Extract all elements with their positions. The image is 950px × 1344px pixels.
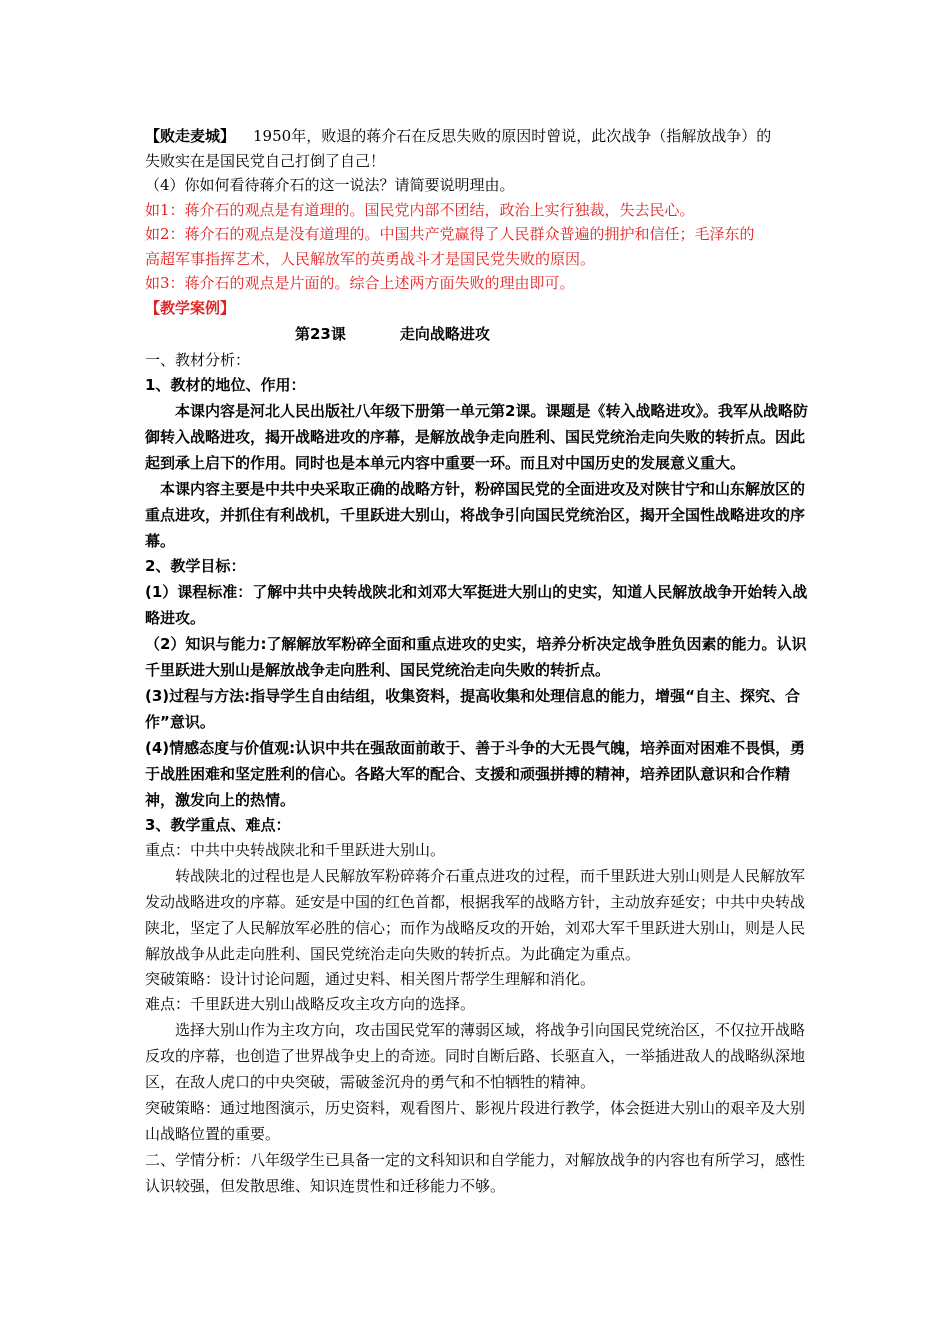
heading-keypoints: 3、教学重点、难点： xyxy=(145,816,291,834)
answer-2-line1: 如2：蒋介石的观点是没有道理的。中国共产党赢得了人民群众普遍的拥护和信任；毛泽东的 xyxy=(145,225,755,243)
lesson-number: 第23课 xyxy=(295,325,346,343)
key-point-paragraph: 转战陕北的过程也是人民解放军粉碎蒋介石重点进攻的过程，而千里跃进大别山则是人民解放军发动战略进攻的序幕。延安是中国的红色首都，根据我军的战略方针，主动放弃延安；中共中央转战陕北，坚定了人民解放军必胜的信心；而作为战略反攻的开始，刘邓大军千里跃进大别山，则是人民解放战争从此走向胜利、国民党统治走向失败的转折点。为此确定为重点。 xyxy=(145,867,806,963)
position-paragraph-2: 本课内容主要是中共中央采取正确的战略方针，粉碎国民党的全面进攻及对陕甘宁和山东解放区的重点进攻，并抓住有利战机，千里跃进大别山，将战争引向国民党统治区，揭开全国性战略进攻的序幕。 xyxy=(145,480,806,550)
lesson-title xyxy=(145,320,810,348)
lesson-name: 走向战略进攻 xyxy=(399,325,490,343)
heading-students: 二、学情分析：八年级学生已具备一定的文科知识和自学能力，对解放战争的内容也有所学习，感性认识较强，但发散思维、知识连贯性和迁移能力不够。 xyxy=(145,1151,806,1195)
heading-position: 1、教材的地位、作用： xyxy=(145,376,306,394)
strategy-1: 突破策略：设计讨论问题，通过史料、相关图片帮学生理解和消化。 xyxy=(145,970,596,988)
answer-2-line2: 高超军事指挥艺术，人民解放军的英勇战斗才是国民党失败的原因。 xyxy=(145,249,596,268)
goal-4: (4)情感态度与价值观:认识中共在强敌面前敢于、善于斗争的大无畏气魄，培养面对困难不畏惧，勇于战胜困难和坚定胜利的信心。各路大军的配合、支援和顽强拼搏的精神，培养团队意识和合作精神，激发向上的热情。 xyxy=(145,739,806,809)
defeat-paragraph-line1 xyxy=(145,124,810,149)
teaching-case-heading: 【教学案例】 xyxy=(145,298,236,317)
heading-analysis: 一、教材分析： xyxy=(145,351,251,369)
document-content xyxy=(145,124,810,1199)
position-paragraph-1: 本课内容是河北人民出版社八年级下册第一单元第2课。课题是《转入战略进攻》。我军从战略防御转入战略进攻，揭开战略进攻的序幕，是解放战争走向胜利、国民党统治走向失败的转折点。因此起到承上启下的作用。同时也是本单元内容中重要一环。而且对中国历史的发展意义重大。 xyxy=(145,402,808,472)
goal-2: （2）知识与能力:了解解放军粉碎全面和重点进攻的史实，培养分析决定战争胜负因素的能力。认识千里跃进大别山是解放战争走向胜利、国民党统治走向失败的转折点。 xyxy=(145,635,807,679)
goal-3: (3)过程与方法:指导学生自由结组，收集资料，提高收集和处理信息的能力，增强“自主、探究、合作”意识。 xyxy=(145,687,801,731)
defeat-text-line1: 1950年，败退的蒋介石在反思失败的原因时曾说，此次战争（指解放战争）的 xyxy=(253,127,772,145)
goal-1: (1）课程标准：了解中共中央转战陕北和刘邓大军挺进大别山的史实，知道人民解放战争开始转入战略进攻。 xyxy=(145,583,808,627)
heading-goals: 2、教学目标： xyxy=(145,557,246,575)
key-point: 重点：中共中央转战陕北和千里跃进大别山。 xyxy=(145,841,446,859)
difficulty: 难点：千里跃进大别山战略反攻主攻方向的选择。 xyxy=(145,995,476,1013)
strategy-2: 突破策略：通过地图演示，历史资料，观看图片、影视片段进行教学，体会挺进大别山的艰辛及大别山战略位置的重要。 xyxy=(145,1099,806,1143)
answer-3: 如3：蒋介石的观点是片面的。综合上述两方面失败的理由即可。 xyxy=(145,274,575,292)
answer-1: 如1：蒋介石的观点是有道理的。国民党内部不团结，政治上实行独裁，失去民心。 xyxy=(145,200,695,219)
defeat-heading: 【败走麦城】 xyxy=(145,127,236,145)
defeat-text-line2: 失败实在是国民党自己打倒了自己！ xyxy=(145,151,386,170)
difficulty-paragraph: 选择大别山作为主攻方向，攻击国民党军的薄弱区域，将战争引向国民党统治区，不仅拉开战略反攻的序幕，也创造了世界战争史上的奇迹。同时自断后路、长驱直入，一举插进敌人的战略纵深地区，在敌人虎口的中央突破，需破釜沉舟的勇气和不怕牺牲的精神。 xyxy=(145,1021,806,1091)
question-4: （4）你如何看待蒋介石的这一说法？请简要说明理由。 xyxy=(145,176,515,194)
